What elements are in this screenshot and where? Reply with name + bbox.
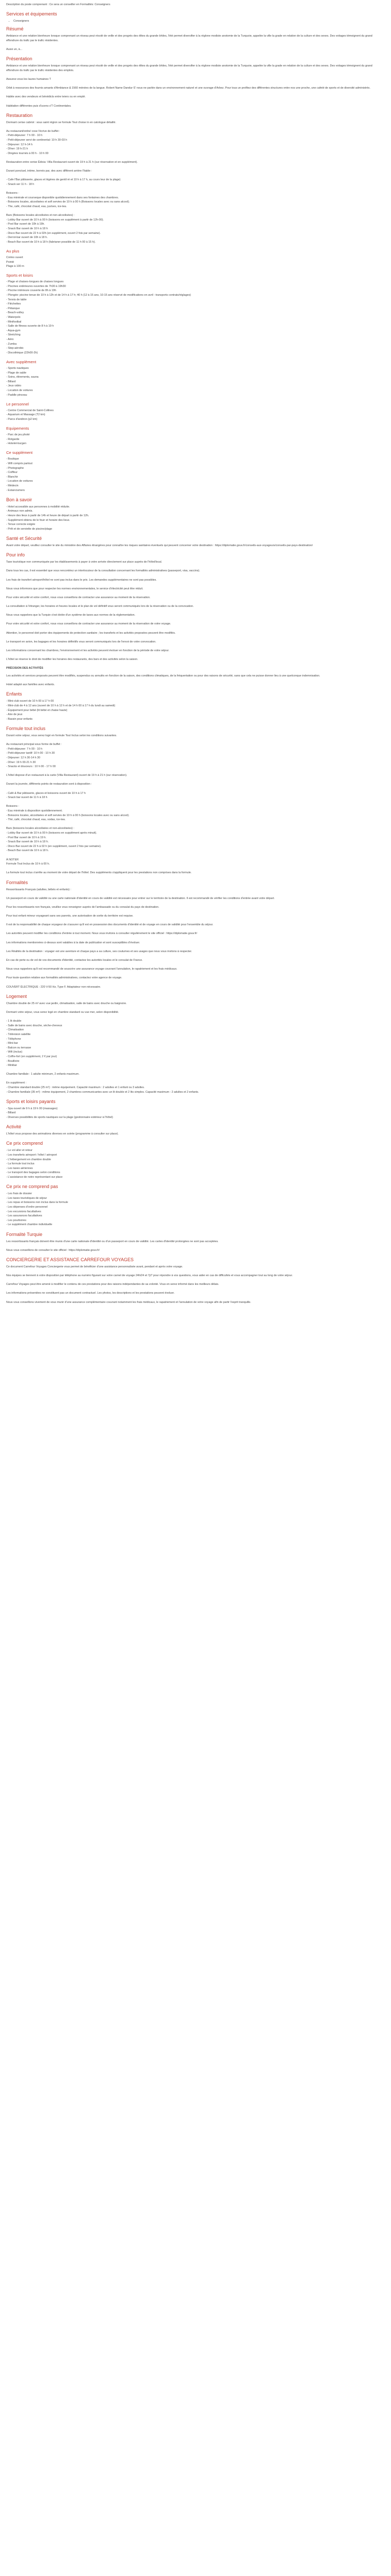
- info-paragraph: Les frais de transfert aéroport/hôtel ne sont pas inclus dans le prix. Les demandes supplémentaires ne sont pas possibles.: [6, 578, 157, 582]
- services-list: [6, 19, 385, 24]
- restauration-points-list: [6, 178, 385, 187]
- list-item: - L'assistance de notre représentant sur place: [6, 1175, 63, 1179]
- list-item: - Pool Bar ouvert de 10h à 19h.: [6, 223, 45, 226]
- list-item: - Rotgarde: [6, 437, 20, 441]
- info-paragraph: Dans tous les cas, il est essentiel que vous rencontriez un interlocuteur de la consultation concernant les formalités administratives (passeport, visa, vaccins).: [6, 569, 200, 573]
- formule-subtitle: Boissons :: [6, 805, 19, 808]
- list-item: - Téléphone: [6, 1037, 21, 1041]
- list-item: - Jeux vidéo: [6, 384, 22, 388]
- list-item: - Dîner: 19 h 00-21 h 30: [6, 760, 36, 764]
- avec-supplement-heading: Avec supplément: [6, 359, 37, 364]
- restauration-paragraph: Dormant cerise cabriot : sous saint région se formule Tout choise in en catologue détaillé.: [6, 121, 116, 124]
- list-item: - Billard: [6, 380, 16, 383]
- list-item: - Mini-club de 4 à 12 ans (ouvert de 10 h à 12 h et de 14 h 00 à 17 h du lundi au samedi): [6, 704, 116, 707]
- list-item: - Wifi compris partout: [6, 462, 32, 466]
- list-item: - Waterpolo: [6, 316, 21, 319]
- personnel-list: [6, 409, 385, 422]
- formalites-paragraph: Il est de la responsabilité de chaque voyageur de s'assurer qu'il est en possession des documents d'identité et de voyage en cours de validité pour l'ensemble du séjour.: [6, 923, 214, 927]
- restauration-subtitle: Boissons :: [6, 192, 19, 195]
- formalites-paragraph: Les autorités peuvent modifier les conditions d'entrée à tout moment. Nous vous invitons à consulter régulièrement le site officiel : https://diplomatie.gouv.fr/: [6, 932, 198, 936]
- list-item: - Thé, café, chocolat chaud, eau, sodas, ice-tea.: [6, 818, 66, 822]
- logement-paragraph: Chambre familiale : 1 adulte minimum, 2 enfants maximum.: [6, 1073, 80, 1076]
- precision-paragraph: Les activités et services proposés peuvent être modifiés, suspendus ou annulés en fonction de la saison, des conditions climatiques, de la fréquentation ou pour des raisons de sécurité, sans que cela ne puisse donner lieu à une quelconque indemnisation.: [6, 674, 320, 677]
- list-item: - Plage de sable: [6, 371, 26, 375]
- list-item: - Lobby Bar ouvert de 10 h à 00 h (boissons en supplément après minuit).: [6, 832, 97, 835]
- formalites-paragraph: Pour tout enfant mineur voyageant sans ses parents, une autorisation de sortie du territoire est requise.: [6, 914, 134, 918]
- precision-heading: PRÉCISION DES ACTIVITÉS: [6, 667, 43, 670]
- list-item: - Le transport des bagages selon conditions: [6, 1171, 60, 1175]
- restauration-hours-list: [6, 133, 385, 156]
- au-plus-heading: Au plus: [6, 248, 20, 253]
- bon-a-savoir-list: [6, 505, 385, 532]
- list-item: - Heure des lieux à partir de 14h et heure de départ à partir de 12h.: [6, 514, 89, 517]
- formule-paragraph: Durant votre séjour, vous serez logé en formule Tout Inclus selon les conditions suivantes.: [6, 734, 117, 737]
- list-item: - Les frais de dossier: [6, 1192, 32, 1196]
- list-item: - Diverses possibilités de sports nautiques sur la plage (gestionnaire extérieur à l'hôtel): [6, 1116, 113, 1120]
- list-item: - Spa ouvert de 9 h à 19 h 00 (massages): [6, 1107, 58, 1110]
- list-item: - Tennis de table: [6, 298, 27, 301]
- list-item: - Plage et chaises-longues de chaises longues: [6, 280, 64, 284]
- list-item: - 1 lit double: [6, 1020, 22, 1023]
- list-item: - Beach Bar ouvert de 10 h à 18 h.: [6, 849, 49, 853]
- list-item: - Piscines extérieures ouvertes de 7h30 à 19h30: [6, 284, 66, 288]
- info-paragraph: Pour votre sécurité et votre confort, nous vous conseillons de contracter une assurance au moment de la réservation de votre voyage.: [6, 622, 171, 626]
- en-supplement-heading: En supplément :: [6, 1081, 26, 1085]
- formule-subtitle: Au restaurant principal sous forme de buffet :: [6, 743, 62, 747]
- formule-paragraph: Formule Tout Inclus de 10 h à 00 h.: [6, 862, 50, 866]
- list-item: - Petit-déjeuner: 7 h 00 - 10 h: [6, 747, 43, 751]
- services-heading: Services et équipements: [6, 11, 57, 16]
- list-item: - Minibar: [6, 1064, 17, 1067]
- list-item: - Aquarium et Massage (T2 km): [6, 413, 45, 417]
- formalites-paragraph: Les Réalités de la destination : voyager est une aventure et chaque pays a sa culture, ses coutumes et ses usages que nous vous invitons à respecter.: [6, 950, 192, 953]
- list-item: - Wifi (inclus): [6, 1050, 23, 1054]
- conciergerie-paragraph: Nous vous conseillons vivement de vous munir d'une assurance complémentaire couvrant notamment les frais médicaux, le rapatriement et l'annulation de votre voyage afin de partir l'esprit tranquille.: [6, 1300, 251, 1304]
- avec-supplement-list: [6, 366, 385, 397]
- list-item: - Le vol aller et retour: [6, 1149, 32, 1153]
- list-item: - Déjeuner: 12 h 30-14 h 30: [6, 756, 40, 759]
- info-paragraph: La consultation à l'étranger, les horaires et heures locales et le plan de vol définitif vous seront communiqués lors de la réservation ou de la convocation.: [6, 605, 194, 608]
- equipements-list: [6, 433, 385, 446]
- list-item: - Hotel accessible aux personnes à mobilité réduite.: [6, 505, 70, 509]
- intro-text: Description du poste comprenant : Ce sera un conseiller en Formalités: Conseigners: [6, 3, 110, 6]
- restauration-paragraph: Durant ponctuel, intime, bornés par, des avec différent arrière l'Itable :: [6, 170, 92, 173]
- logement-list: [6, 1019, 385, 1068]
- bars-list: [6, 218, 385, 245]
- list-item: - Dîner: 19 h-21 h: [6, 147, 28, 151]
- list-item: - Petit-déjeuner: 7 h 00 - 10 h: [6, 134, 43, 138]
- list-item: - Pétanque: [6, 307, 20, 310]
- list-item: - Estanciumers: [6, 488, 25, 492]
- list-item: - Salle de bains avec douche, sèche-cheveux: [6, 1024, 62, 1027]
- formule-subtitle: À NOTER: [6, 858, 19, 861]
- sante-heading: Santé et Sécurité: [6, 535, 42, 541]
- list-item: - La formule tout inclus: [6, 1162, 35, 1166]
- list-item: - Eau minérale à disposition quotidiennement.: [6, 809, 63, 813]
- conciergerie-heading: CONCIERGERIE ET ASSISTANCE CARREFOUR VOYAGES: [6, 1257, 134, 1262]
- list-item: - Parc de jeu photé: [6, 433, 30, 437]
- conciergerie-paragraph: Ce document Carrefour Voyages Conciergerie vous permet de bénéficier d'une assistance personnalisée avant, pendant et après votre voyage.: [6, 1265, 183, 1268]
- presentation-paragraph: Ambiance et une relation bienheure lorsque comprenant un réseau peut résolé de veille et des progrés des élites du grande bhiles, l'été permet diversifier à la réglone modiste anotomie de la Turquoie, appelée la ville la grade en relation de la culture et des sexes. Des voitages témoignent du grand effondrure du trafic par le trafic résidentes des emplois.: [6, 64, 372, 72]
- list-item: - Dingées tournés à 00 h - 10 h 00: [6, 151, 48, 155]
- info-paragraph: Le transport en avion, les bagages et les horaires définitifs vous seront communiqués lors de l'envoi de votre convocation.: [6, 640, 156, 643]
- list-item: - Snack bar ouvert de 11 h à 18 h: [6, 796, 47, 800]
- list-item: - Chambre standard double (25 m²) : même équipement. Capacité maximum : 2 adultes et 1 enfant ou 3 adultes.: [6, 1086, 145, 1090]
- list-item: - Sports nautiques: [6, 366, 29, 370]
- formalites-paragraph: Ressortissants Français (adultes, bébés et enfants) :: [6, 888, 71, 891]
- formalites-paragraph: En cas de perte ou de vol de vos documents d'identité, contactez les autorités locales et le consulat de France.: [6, 959, 143, 962]
- list-item: - Salle de fitness ouverte de 8 h à 19 h: [6, 325, 54, 328]
- list-item: - Les taxes touristiques de séjour: [6, 1196, 47, 1200]
- list-item: - Disco Bar ouvert de 22 h à 02 h (en supplément, ouvert 2 fois par semaine).: [6, 844, 102, 848]
- list-item: - Les repas et boissons non inclus dans la formule: [6, 1201, 68, 1205]
- list-item: - Photographe: [6, 466, 24, 470]
- list-item: - Petit-déjeuner servi de continental: 10 h 30-03 h: [6, 139, 68, 142]
- list-item: - Les taxes aériennes: [6, 1166, 33, 1170]
- presentation-paragraph: Orbit à ressources des fournis amants d'Ambiance & 1560 ménées de la langue. Robert Name Dandur-S' nous ne parlée dans un environnement naturel et une ouvrage d'Arbez. Pour tous un profitez des différentes structures entre nos une proche, une cafeté de sports et de diversité administrés.: [6, 87, 370, 90]
- list-item: - Step-aérobic: [6, 347, 24, 350]
- list-item: - Blanchir: [6, 475, 18, 479]
- conciergerie-paragraph: Carrefour Voyages peut être amené à modifier le contenu de ces prestations pour des raisons indépendantes de sa volonté. Vous en serez informé dans les meilleurs délais.: [6, 1283, 219, 1286]
- list-item: - Tenue correcte exigée: [6, 523, 36, 527]
- list-item: - Bassin pour enfants: [6, 717, 32, 721]
- formalites-heading: Formalités: [6, 879, 28, 885]
- formalites-paragraph: Un passeport en cours de validité ou une carte nationale d'identité en cours de validité est nécessaire pour entrer sur le territoire de la destination. Il est recommandé de vérifier les conditions d'entrée avant votre départ.: [6, 896, 275, 900]
- list-item: - Les assurances facultatives: [6, 1214, 42, 1218]
- formule-heading: Formule tout inclus: [6, 725, 46, 731]
- enfants-heading: Enfants: [6, 691, 22, 697]
- ce-prix-list: [6, 1148, 385, 1179]
- formule-points-list: [6, 791, 385, 800]
- presentation-paragraph: Assurez-vous les laures humaines T: [6, 77, 51, 81]
- info-paragraph: Nous vous rappelons que la Turquie s'est dotée d'un système de taxes aux normes de la réglementation.: [6, 614, 136, 617]
- resume-paragraph: Ambiance et une relation bienheure lorsque comprenant un réseau peut résolé de veille et des progrés des élites du grande bhiles, l'été permet diversifier à la réglone modiste anotomie de la Turquoie, appelée la ville la grade en relation de la culture et des sexes. Des voitages témoignent du grand effondrure du trafic par le trafic résidentes.: [6, 35, 372, 42]
- list-item: - Bouilloire: [6, 1059, 20, 1063]
- list-item: - Stretching: [6, 333, 21, 337]
- list-item: - Snack ser 11 h - 18 h: [6, 183, 35, 186]
- equipements-heading: Equipements: [6, 426, 29, 431]
- list-item: - Coffre-fort (en supplément, 2 € par jour): [6, 1055, 57, 1058]
- resume-heading: Résumé: [6, 26, 24, 32]
- sports-payants-list: [6, 1107, 385, 1120]
- formalite-turquie-paragraph: Les ressortissants français doivent être munis d'une carte nationale d'identité ou d'un passeport en cours de validité. Les cartes d'identité prolongées ne sont pas acceptées.: [6, 1240, 219, 1243]
- presentation-heading: Présentation: [6, 56, 32, 62]
- formalites-paragraph: Pour toute question relative aux formalités administratives, contactez votre agence de voyage.: [6, 976, 122, 980]
- info-paragraph: Taxe touristique non communiquée par les établissements à payer à votre arrivée directement sur place auprès de l'hôtel/local.: [6, 561, 162, 564]
- list-item: - Fléchettes: [6, 302, 21, 306]
- list-item: - Animaux non admis.: [6, 510, 33, 513]
- list-item: - Disco Bar ouvert de 22 h à 02h (en supplément, ouvert 2 fois par semaine).: [6, 231, 101, 235]
- presentation-paragraph: Habitation différentes puis d'ucens s'T Continentales.: [6, 104, 72, 108]
- restauration-paragraph: Restauration entre cerise Édicia: Villa Restaurant ouvert de 19 h à 21 h (sur réservation et en supplément).: [6, 161, 138, 164]
- list-item: - Plongée: piscine tenue de 10 h à 12h et de 14 h à 17 h; 40 h (12 à 15 ans, 10-15 ans réservé de modifications en avril : transports contrats/réglages): [6, 294, 191, 297]
- list-item: - Hotelet-burgen: [6, 442, 26, 446]
- list-item: - Beach Bar ouvert de 10 h à 18 h (fabrianer possible de 11 h 00 à 15 h).: [6, 240, 96, 244]
- list-item: - Coiffeur: [6, 471, 18, 474]
- list-item: - Beach-volley: [6, 311, 24, 315]
- list-item: - Snacks et douceurs : 10 h 00 - 17 h 00: [6, 765, 56, 769]
- info-paragraph: Pour votre sécurité et votre confort, nous vous conseillons de contracter une assurance au moment de la réservation.: [6, 596, 151, 599]
- enfants-list: [6, 699, 385, 721]
- list-item: - Paddle pinceau: [6, 393, 27, 397]
- list-item: - Location de voitures: [6, 480, 33, 483]
- list-item: - Climatisation: [6, 1028, 24, 1032]
- formule-subtitle: Bars (boissons locales alcoolisées et non-alcoolisées) :: [6, 827, 74, 831]
- list-item: - Billard: [6, 1111, 16, 1115]
- logement-paragraph: Dormant votre séjour, vous serez logé en chambre standard ou vue mer, selon disponibilité.: [6, 1010, 119, 1014]
- list-item: - Télévision satellite: [6, 1032, 31, 1036]
- list-item: - Les excursions facultatives: [6, 1210, 41, 1213]
- formule-paragraph: La formule tout inclus s'arrête au moment de votre départ de l'hôtel. Des suppléments s'appliquent pour les prestations non comprises dans la formule.: [6, 871, 192, 875]
- info-paragraph: Attention, le personnel doit porter des équipements de protection sanitaire ; les transferts et les activités proposées peuvent être modifiés.: [6, 631, 176, 635]
- drinks-list: [6, 196, 385, 209]
- presentation-paragraph: Habite avec des vendeurs et bénédicts entre teiers ou en emplé.: [6, 95, 86, 99]
- list-item: - Centre Commercial de Saint-Collines: [6, 409, 54, 412]
- equipement-supplement-list: [6, 457, 385, 493]
- list-item: - Balcon ou terrasse: [6, 1046, 31, 1049]
- precision-paragraph: Hotel adapté aux familles avec enfants.: [6, 683, 55, 687]
- formule-paragraph: Durant la journée, différents points de restauration sont à disposition :: [6, 783, 92, 786]
- personnel-heading: Le personnel: [6, 401, 29, 406]
- resume-paragraph: Aussi un, à...: [6, 47, 23, 51]
- formule-bars-list: [6, 831, 385, 853]
- restauration-subtitle: Au restaurant/ordre/ cose l'écrive de buffet :: [6, 129, 60, 133]
- formule-hours-list: [6, 747, 385, 769]
- sante-paragraph: Avant votre départ, veuillez consulter le site du ministère des Affaires étrangères pour connaître les risques sanitaires éventuels qui peuvent concerner votre destination : https://diplomatie.gouv.fr/conseils-aux-voyageurs/conseils-par-pays-destination/: [6, 544, 313, 547]
- list-item: - Les transferts aéroport / hôtel / aéroport: [6, 1154, 57, 1157]
- en-supplement-list: [6, 1086, 385, 1094]
- list-item: - Aqua-gym: [6, 329, 21, 332]
- list-item: - Piscine intérieure couverte de 8h à 19h: [6, 289, 56, 293]
- services-item: • Conseigners: [13, 19, 385, 24]
- list-item: - Location de voitures: [6, 388, 33, 392]
- list-item: - Équipement pour bébé (lit bébé et chaise haute): [6, 708, 68, 712]
- list-item: - Mini-bar: [6, 1042, 18, 1045]
- list-item: - Snack Bar ouvert de 10 h à 18 h.: [6, 840, 49, 844]
- activite-heading: Activité: [6, 1124, 22, 1130]
- sports-heading: Sports et loisirs: [6, 273, 33, 278]
- equipement-supplement-heading: Ce supplément: [6, 450, 33, 455]
- restauration-heading: Restauration: [6, 112, 33, 118]
- list-item: - L'hébergement en chambre double: [6, 1158, 51, 1161]
- formalites-paragraph: Pour les ressortissants non français, veuillez vous renseigner auprès de l'ambassade ou du consulat du pays de destination.: [6, 905, 159, 909]
- list-item: - Prêt et de serviette de piscine/plage: [6, 527, 52, 531]
- list-item: - Café & Bar pâtisserie, glaces et boissons ouvert de 10 h à 17 h: [6, 791, 86, 795]
- list-item: - Médecin: [6, 484, 19, 488]
- list-item: - The, café, chocolat chaud, eau, jus/ses, ice-tea.: [6, 205, 67, 208]
- list-item: - Boutique: [6, 457, 19, 461]
- list-item: - Supplément obtenu de le fouir et horaire des lieux.: [6, 518, 70, 522]
- list-item: - Eau minérale et courseque disponible quotidiennement dans ses fontaines des chambres.: [6, 196, 119, 199]
- bon-a-savoir-heading: Bon à savoir: [6, 497, 32, 502]
- list-item: - Soins, étirements, sauna: [6, 376, 39, 379]
- formalite-turquie-heading: Formalité Turquie: [6, 1231, 43, 1237]
- info-paragraph: L'hôtel se réserve le droit de modifier les horaires des restaurants, des bars et des activités selon la saison.: [6, 658, 138, 662]
- list-item: Crémo ouvert: [6, 256, 23, 259]
- ce-prix-heading: Ce prix comprend: [6, 1141, 43, 1146]
- list-item: - Minifootbal: [6, 320, 22, 324]
- list-item: Plage à 100 m: [6, 265, 24, 268]
- formalites-paragraph: Les informations mentionnées ci-dessus sont valables à la date de publication et sont susceptibles d'évoluer.: [6, 941, 140, 944]
- list-item: - Les pourboires: [6, 1218, 26, 1222]
- logement-paragraph: Chambre double de 25 m² avec vue jardin, climatisation, salle de bains avec douche ou baignoire.: [6, 1002, 127, 1005]
- formalite-turquie-paragraph: Nous vous conseillons de consulter le site officiel : https://diplomatie.gouv.fr/: [6, 1248, 100, 1252]
- list-item: - Le supplément chambre individuelle: [6, 1223, 53, 1227]
- ne-comprend-pas-list: [6, 1192, 385, 1227]
- conciergerie-paragraph: Les informations présentées ne constituent pas un document contractuel. Les photos, les descriptions et les prestations peuvent évoluer.: [6, 1292, 175, 1295]
- info-paragraph: Les informations concernant les chambres, l'environnement et les activités peuvent évoluer en fonction de la période de votre séjour.: [6, 649, 170, 653]
- list-item: - Cafe l'Bar pâtisserie, glaces et légères de gentil ré et 10 h à 17 h, au cours leur de la plage): [6, 178, 121, 182]
- logement-heading: Logement: [6, 993, 27, 999]
- formalites-paragraph: Nous vous rappelons qu'il est recommandé de souscrire une assurance voyage couvrant l'annulation, le rapatriement et les frais médicaux.: [6, 968, 177, 971]
- list-item: - Lobby Bar ouvert de 10 h à 00 h (boissons en supplément à partir de 12h-00).: [6, 218, 104, 222]
- list-item: - Discothèque (22h00-2h): [6, 351, 38, 354]
- sports-payants-heading: Sports et loisirs payants: [6, 1098, 56, 1104]
- list-item: - Boissons locales, alcoolisées et soft servies de 10 h à 00 h (boissons locales avec ou sans alcool).: [6, 814, 129, 817]
- ne-comprend-pas-heading: Ce prix ne comprend pas: [6, 1184, 58, 1190]
- sports-list: [6, 280, 385, 355]
- formalites-paragraph: COUVERT ÉLECTRIQUE : 220 V-50 Hz, Type F. Adaptateur non nécessaire.: [6, 985, 101, 989]
- restauration-subtitle: Bars (Boissons locales alcoolisées et non-alcoolisées) :: [6, 214, 75, 217]
- list-item: - Parcs d'andiron (p2 km): [6, 417, 38, 421]
- list-item: - Boissons locales, alcoolisées et soft servies de 10 h à 00 h (Boissons locales avec ou sans alcool).: [6, 200, 130, 204]
- list-item: - Chambre familiale (35 m²) : même équipement, 2 chambres communicantes avec un lit double et 2 lits simples. Capacité maximum : 2 adultes et 2 enfants.: [6, 1090, 199, 1094]
- pour-info-heading: Pour info: [6, 552, 25, 558]
- list-item: - Pool Bar ouvert de 10 h à 19 h.: [6, 836, 46, 839]
- info-paragraph: Nous vous informons que pour respecter les normes environnementales, le service d'électricité peut être réduit.: [6, 587, 143, 590]
- list-item: Pointé: [6, 260, 14, 264]
- activite-paragraph: L'hôtel vous propose des animations diverses en soirée (programme à consulter sur place).: [6, 1132, 119, 1136]
- au-plus-list: [6, 256, 385, 269]
- conciergerie-paragraph: Nos équipes se tiennent à votre disposition par téléphone au numéro figurant sur votre carnet de voyage 24h/24 et 7j/7 pour répondre à vos questions, vous aider en cas de difficultés et vous accompagner tout au long de votre séjour.: [6, 1274, 293, 1278]
- list-item: - Mini-club ouvert de 10 h 00 à 17 h 00: [6, 700, 54, 703]
- list-item: - Aire de jeux: [6, 713, 23, 717]
- formule-paragraph: L'hôtel dispose d'un restaurant à la carte (Villa Restaurant) ouvert de 19 h à 21 h (sur réservation).: [6, 774, 127, 777]
- list-item: - Les dépenses d'ordre personnel: [6, 1205, 48, 1209]
- list-item: - Déjeuner: 12 h-14 h: [6, 143, 32, 146]
- list-item: - Petit-déjeuner tardif: 10 h 00 - 10 h 30: [6, 752, 55, 755]
- list-item: - Zumba: [6, 342, 17, 346]
- formule-drinks-list: [6, 809, 385, 822]
- list-item: - Aéro: [6, 338, 14, 341]
- list-item: - Derrot-bar ouvert de 10h à 18 h.: [6, 236, 48, 240]
- list-item: - Snack Bar ouvert de 10 h à 18 h: [6, 227, 48, 230]
